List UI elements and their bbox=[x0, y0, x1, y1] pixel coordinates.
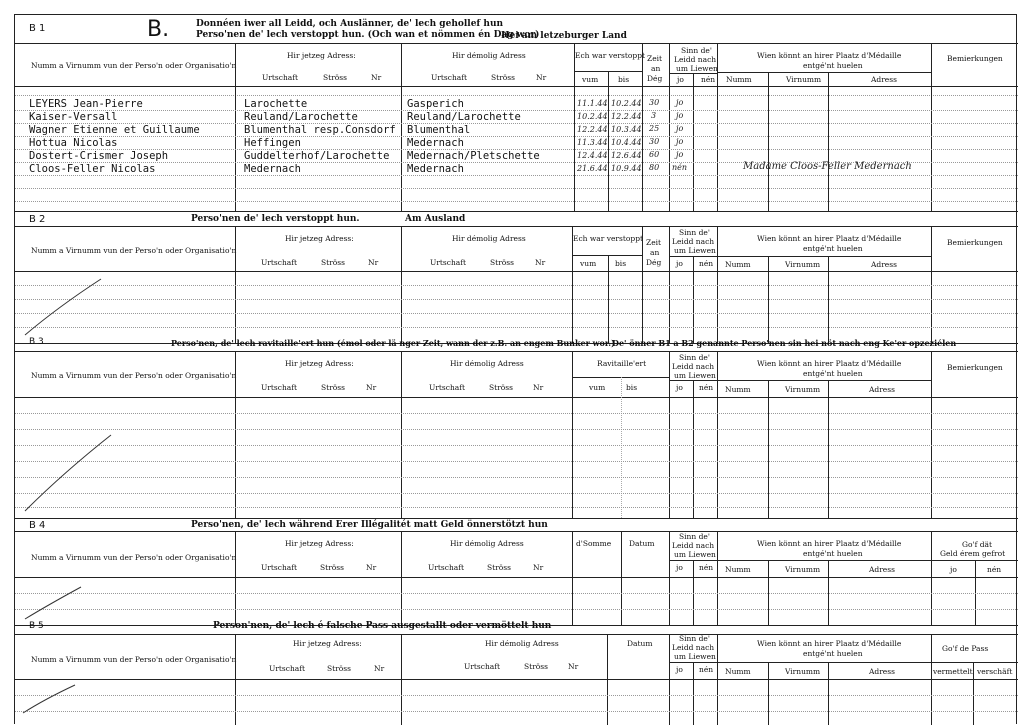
b3-col-urtschaft: Urtschaft bbox=[261, 383, 298, 392]
b1-col-nr-old: Nr bbox=[536, 73, 547, 82]
b2-col-addr-now: Hir jetzeg Adress: bbox=[285, 234, 354, 243]
b2-col-nr: Nr bbox=[368, 258, 379, 267]
b1-row-vum: 10.2.44 bbox=[577, 112, 608, 121]
b2-col-wien: Wien könnt an hirer Plaatz d'Médaille bbox=[757, 234, 902, 243]
b1-row-addr-now: Heffingen bbox=[244, 137, 301, 149]
b1-col-deg: Dég bbox=[647, 74, 663, 83]
b1-row-jo: jo bbox=[676, 98, 684, 107]
b3-col-sinn: Sinn de' bbox=[679, 353, 710, 362]
b1-row-addr-now: Reuland/Larochette bbox=[244, 111, 358, 123]
b4-col-wien: Wien könnt an hirer Plaatz d'Médaille bbox=[757, 539, 902, 548]
b2-col-liewen: um Liewen bbox=[674, 246, 716, 255]
b2-col-urtschaft: Urtschaft bbox=[261, 258, 298, 267]
b1-row-zeit: 60 bbox=[649, 150, 660, 159]
b1-row-name: Hottua Nicolas bbox=[29, 137, 118, 149]
b2-col-adress: Adress bbox=[871, 260, 897, 269]
b1-col-numm: Numm bbox=[726, 75, 752, 84]
b5-col-gof-pass: Go'f de Pass bbox=[942, 644, 989, 653]
b2-col-verstoppt: Ech war verstoppt bbox=[573, 234, 644, 243]
b2-col-an: an bbox=[650, 248, 660, 257]
b1-row-zeit: 30 bbox=[649, 98, 660, 107]
b3-title: Perso'nen, de' lech ravitaille'ert hun (émol oder lä nger Zeit, wann der z.B. an engem Bunker wor.) bbox=[171, 338, 615, 348]
b4-col-gof-dat: Go'f dät bbox=[962, 540, 993, 549]
b2-col-name: Numm a Virnumm vun der Perso'n oder Organisatio'n bbox=[31, 246, 237, 255]
b5-col-verschaft: verschäft bbox=[977, 667, 1013, 676]
b2-col-zeit: Zeit bbox=[646, 238, 662, 247]
b1-col-bis: bis bbox=[618, 75, 630, 84]
b5-col-sinn: Sinn de' bbox=[679, 634, 710, 643]
b3-col-virnumm: Virnumm bbox=[785, 385, 821, 394]
b5-col-entgent: entgé'nt huelen bbox=[803, 649, 863, 658]
b4-col-liewen: um Liewen bbox=[674, 550, 716, 559]
b1-title-line2: Perso'nen de' lech verstoppt hun. (Och wan et nömmen én Dag wor) bbox=[196, 30, 540, 40]
b1-col-urtschaft: Urtschaft bbox=[262, 73, 299, 82]
b1-col-leidd: Leidd nach bbox=[674, 55, 717, 64]
b1-col-addr-now: Hir jetzeg Adress: bbox=[287, 51, 356, 60]
b1-col-zeit: Zeit bbox=[647, 54, 663, 63]
b2-col-virnumm: Virnumm bbox=[785, 260, 821, 269]
b5-col-nr: Nr bbox=[374, 664, 385, 673]
b1-col-addr-old: Hir démolig Adress bbox=[452, 51, 526, 60]
b1-col-jo: jo bbox=[677, 75, 684, 84]
b1-row-medal-recipient: Madame Cloos-Feller Medernach bbox=[743, 161, 912, 172]
b3-col-addr-now: Hir jetzeg Adress: bbox=[285, 359, 354, 368]
b1-row-bis: 12.6.44 bbox=[611, 151, 642, 160]
b1-row-name: Kaiser-Versall bbox=[29, 111, 118, 123]
resistance-form-page bbox=[14, 14, 1017, 724]
b1-row-vum: 21.6.44 bbox=[577, 164, 608, 173]
b2-col-leidd: Leidd nach bbox=[672, 237, 715, 246]
b2-col-addr-old: Hir démolig Adress bbox=[452, 234, 526, 243]
form-letter: B. bbox=[147, 17, 170, 42]
b4-col-virnumm: Virnumm bbox=[785, 565, 821, 574]
b5-col-urtschaft-old: Urtschaft bbox=[464, 662, 501, 671]
b1-col-vum: vum bbox=[582, 75, 599, 84]
b1-row-vum: 11.3.44 bbox=[577, 138, 608, 147]
b5-code: B 5 bbox=[29, 621, 44, 631]
b3-col-nr: Nr bbox=[366, 383, 377, 392]
b1-col-wien: Wien könnt an hirer Plaatz d'Médaille bbox=[757, 51, 902, 60]
b1-row-zeit: 30 bbox=[649, 137, 660, 146]
b1-col-nr: Nr bbox=[371, 73, 382, 82]
b5-col-liewen: um Liewen bbox=[674, 652, 716, 661]
b5-col-stross-old: Ströss bbox=[524, 662, 548, 671]
b1-row-addr-old: Medernach bbox=[407, 163, 464, 175]
b1-row-addr-now: Medernach bbox=[244, 163, 301, 175]
b4-col-leidd: Leidd nach bbox=[672, 541, 715, 550]
b5-col-addr-now: Hir jetzeg Adress: bbox=[293, 639, 362, 648]
b4-col-datum: Datum bbox=[629, 539, 655, 548]
b1-row-jo: jo bbox=[676, 137, 684, 146]
b5-col-vermettelt: vermettelt bbox=[933, 667, 973, 676]
b5-col-urtschaft: Urtschaft bbox=[269, 664, 306, 673]
b1-row-addr-now: Guddelterhof/Larochette bbox=[244, 150, 390, 162]
b1-col-stross: Ströss bbox=[323, 73, 347, 82]
b3-col-numm: Numm bbox=[725, 385, 751, 394]
b3-col-ravitailleert: Ravitaille'ert bbox=[597, 359, 647, 368]
b2-col-stross: Ströss bbox=[321, 258, 345, 267]
b3-col-urtschaft-old: Urtschaft bbox=[429, 383, 466, 392]
b1-row-name: Wagner Etienne et Guillaume bbox=[29, 124, 200, 136]
b1-row-bis: 10.9.44 bbox=[611, 164, 642, 173]
b1-col-liewen: um Liewen bbox=[676, 64, 718, 73]
b5-col-datum: Datum bbox=[627, 639, 653, 648]
b2-col-bemierkungen: Bemierkungen bbox=[947, 238, 1003, 247]
b3-code: B 3 bbox=[29, 337, 44, 347]
b1-row-jo: jo bbox=[676, 124, 684, 133]
b3-col-stross-old: Ströss bbox=[489, 383, 513, 392]
b2-col-jo: jo bbox=[676, 259, 683, 268]
b5-cancel-stroke bbox=[21, 683, 77, 715]
b1-col-entgent: entgé'nt huelen bbox=[803, 61, 863, 70]
b3-col-bis: bis bbox=[626, 383, 638, 392]
b1-row-addr-old: Medernach/Pletschette bbox=[407, 150, 540, 162]
b3-col-entgent: entgé'nt huelen bbox=[803, 369, 863, 378]
b4-col-nr-old: Nr bbox=[533, 563, 544, 572]
b4-col-nen: nén bbox=[699, 563, 714, 572]
b2-col-sinn: Sinn de' bbox=[679, 228, 710, 237]
b3-col-nen: nén bbox=[699, 383, 714, 392]
b4-col-jo: jo bbox=[676, 563, 683, 572]
b5-col-nr-old: Nr bbox=[568, 662, 579, 671]
b4-col-urtschaft-old: Urtschaft bbox=[428, 563, 465, 572]
b5-col-jo: jo bbox=[676, 665, 683, 674]
b3-col-vum: vum bbox=[589, 383, 606, 392]
b5-title: Person'nen, de' lech é falsche Pass ausgestallt oder vermöttelt hun bbox=[213, 621, 552, 631]
b3-col-stross: Ströss bbox=[321, 383, 345, 392]
b5-col-nen: nén bbox=[699, 665, 714, 674]
b1-title-line1: Donnéen iwer all Leidd, och Auslänner, de' lech gehollef hun bbox=[196, 19, 504, 29]
b2-title: Perso'nen de' lech verstoppt hun. bbox=[191, 214, 360, 224]
b2-col-numm: Numm bbox=[725, 260, 751, 269]
b1-row-addr-now: Blumenthal resp.Consdorf bbox=[244, 124, 396, 136]
b2-col-vum: vum bbox=[580, 259, 597, 268]
b3-note: De' önner B1 a B2 genannte Perso'nen sin hei nöt nach eng Ke'er opzeziélen bbox=[612, 338, 957, 348]
b5-col-wien: Wien könnt an hirer Plaatz d'Médaille bbox=[757, 639, 902, 648]
b3-col-liewen: um Liewen bbox=[674, 371, 716, 380]
b2-col-entgent: entgé'nt huelen bbox=[803, 244, 863, 253]
b3-col-nr-old: Nr bbox=[533, 383, 544, 392]
b4-col-geld-erem: Geld érem gefrot bbox=[940, 549, 1006, 558]
b1-row-bis: 12.2.44 bbox=[611, 112, 642, 121]
b4-col-addr-now: Hir jetzeg Adress: bbox=[285, 539, 354, 548]
b2-col-nen: nén bbox=[699, 259, 714, 268]
b2-col-urtschaft-old: Urtschaft bbox=[430, 258, 467, 267]
b1-col-bemierkungen: Bemierkungen bbox=[947, 54, 1003, 63]
b5-col-numm: Numm bbox=[725, 667, 751, 676]
b1-row-name: Dostert-Crismer Joseph bbox=[29, 150, 169, 162]
b5-col-name: Numm a Virnumm vun der Perso'n oder Organisatio'n bbox=[31, 655, 237, 664]
b1-row-vum: 12.2.44 bbox=[577, 125, 608, 134]
b1-row-addr-old: Gasperich bbox=[407, 98, 464, 110]
b2-subtitle: Am Ausland bbox=[405, 214, 466, 224]
b1-row-addr-old: Medernach bbox=[407, 137, 464, 149]
b4-col-gof-jo: jo bbox=[950, 565, 957, 574]
b1-col-stross-old: Ströss bbox=[491, 73, 515, 82]
b5-col-virnumm: Virnumm bbox=[785, 667, 821, 676]
b4-col-name: Numm a Virnumm vun der Perso'n oder Organisatio'n bbox=[31, 553, 237, 562]
b4-col-urtschaft: Urtschaft bbox=[261, 563, 298, 572]
b1-col-virnumm: Virnumm bbox=[786, 75, 822, 84]
b1-col-adress: Adress bbox=[871, 75, 897, 84]
b1-subtitle: Hei am letzeburger Land bbox=[501, 31, 627, 41]
b5-col-addr-old: Hir démolig Adress bbox=[485, 639, 559, 648]
b1-row-nen: nén bbox=[672, 163, 688, 172]
b1-row-bis: 10.3.44 bbox=[611, 125, 642, 134]
b1-col-nen: nén bbox=[701, 75, 716, 84]
b3-col-addr-old: Hir démolig Adress bbox=[450, 359, 524, 368]
b1-row-jo: jo bbox=[676, 150, 684, 159]
b2-col-bis: bis bbox=[615, 259, 627, 268]
b1-row-zeit: 25 bbox=[649, 124, 660, 133]
b1-row-zeit: 80 bbox=[649, 163, 660, 172]
b1-col-name: Numm a Virnumm vun der Perso'n oder Organisatio'n bbox=[31, 61, 237, 70]
b2-cancel-stroke bbox=[23, 277, 103, 337]
b4-col-gof-nen: nén bbox=[987, 565, 1002, 574]
b2-col-nr-old: Nr bbox=[535, 258, 546, 267]
b4-col-sinn: Sinn de' bbox=[679, 532, 710, 541]
b4-cancel-stroke bbox=[23, 585, 83, 621]
b1-col-an: an bbox=[651, 64, 661, 73]
b1-row-zeit: 3 bbox=[651, 111, 657, 120]
b3-col-leidd: Leidd nach bbox=[672, 362, 715, 371]
b4-col-numm: Numm bbox=[725, 565, 751, 574]
b1-row-bis: 10.4.44 bbox=[611, 138, 642, 147]
b3-col-name: Numm a Virnumm vun der Perso'n oder Organisatio'n bbox=[31, 371, 237, 380]
b5-col-stross: Ströss bbox=[327, 664, 351, 673]
b1-row-bis: 10.2.44 bbox=[611, 99, 642, 108]
b3-cancel-stroke bbox=[23, 433, 113, 513]
b1-row-jo: jo bbox=[676, 111, 684, 120]
b4-col-nr: Nr bbox=[366, 563, 377, 572]
b5-col-adress: Adress bbox=[869, 667, 895, 676]
b2-code: B 2 bbox=[29, 214, 46, 225]
b1-row-addr-old: Blumenthal bbox=[407, 124, 471, 136]
b1-row-addr-now: Larochette bbox=[244, 98, 308, 110]
b3-col-jo: jo bbox=[676, 383, 683, 392]
b1-col-verstoppt: Ech war verstoppt bbox=[575, 51, 646, 60]
b2-col-deg: Dég bbox=[646, 258, 662, 267]
b4-col-stross: Ströss bbox=[320, 563, 344, 572]
b1-row-addr-old: Reuland/Larochette bbox=[407, 111, 521, 123]
b4-col-somme: d'Somme bbox=[576, 539, 612, 548]
b3-col-wien: Wien könnt an hirer Plaatz d'Médaille bbox=[757, 359, 902, 368]
b4-col-addr-old: Hir démolig Adress bbox=[450, 539, 524, 548]
b3-col-adress: Adress bbox=[869, 385, 895, 394]
b1-row-name: Cloos-Feller Nicolas bbox=[29, 163, 156, 175]
b4-title: Perso'nen, de' lech während Erer Illégalitét matt Geld önnerstötzt hun bbox=[191, 520, 548, 530]
b1-col-urtschaft-old: Urtschaft bbox=[431, 73, 468, 82]
b1-row-vum: 11.1.44 bbox=[577, 99, 608, 108]
b1-row-name: LEYERS Jean-Pierre bbox=[29, 98, 143, 110]
b5-col-leidd: Leidd nach bbox=[672, 643, 715, 652]
b4-col-stross-old: Ströss bbox=[487, 563, 511, 572]
b3-col-bemierkungen: Bemierkungen bbox=[947, 363, 1003, 372]
b2-col-stross-old: Ströss bbox=[490, 258, 514, 267]
b1-col-sinn: Sinn de' bbox=[681, 46, 712, 55]
b1-code: B 1 bbox=[29, 23, 46, 34]
b4-col-entgent: entgé'nt huelen bbox=[803, 549, 863, 558]
b4-col-adress: Adress bbox=[869, 565, 895, 574]
b1-row-vum: 12.4.44 bbox=[577, 151, 608, 160]
b4-code: B 4 bbox=[29, 520, 46, 531]
